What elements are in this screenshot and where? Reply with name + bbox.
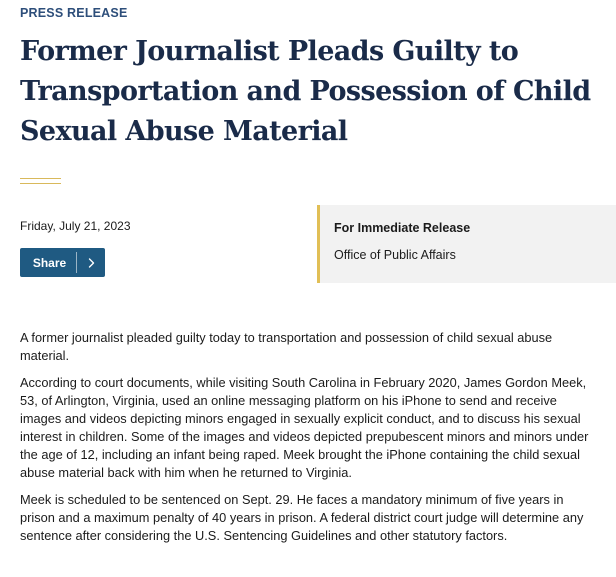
title-divider bbox=[20, 178, 61, 184]
body-paragraph: According to court documents, while visiting South Carolina in February 2020, James Gordon Meek, 53, of Arlington, Virginia, used an online messaging platform on his iPhone to send and receive images and videos depicting minors engaged in sexually explicit conduct, and to discuss his sexual interest in children. Some of the images and videos depicted prepubescent minors and minors under the age of 12, including an infant being raped. Meek brought the iPhone containing the child sexual abuse material back with him when he returned to Virginia. bbox=[20, 375, 589, 480]
release-info-box bbox=[317, 205, 616, 283]
share-button[interactable] bbox=[20, 248, 105, 277]
article-body bbox=[20, 329, 592, 554]
body-paragraph: Meek is scheduled to be sentenced on Sept. 29. He faces a mandatory minimum of five years in prison and a maximum penalty of 40 years in prison. A federal district court judge will determine any sentence after considering the U.S. Sentencing Guidelines and other statutory factors. bbox=[20, 492, 584, 543]
publish-date: Friday, July 21, 2023 bbox=[20, 219, 131, 233]
body-paragraph: A former journalist pleaded guilty today to transportation and possession of child sexual abuse material. bbox=[20, 330, 553, 363]
share-button-label: Share bbox=[32, 255, 67, 270]
release-office: Office of Public Affairs bbox=[334, 248, 456, 262]
release-status: For Immediate Release bbox=[334, 221, 471, 235]
chevron-right-icon bbox=[76, 252, 105, 273]
eyebrow-label: PRESS RELEASE bbox=[20, 6, 128, 20]
page-title: Former Journalist Pleads Guilty to Transportation and Possession of Child Sexual Abuse Material bbox=[20, 36, 591, 147]
